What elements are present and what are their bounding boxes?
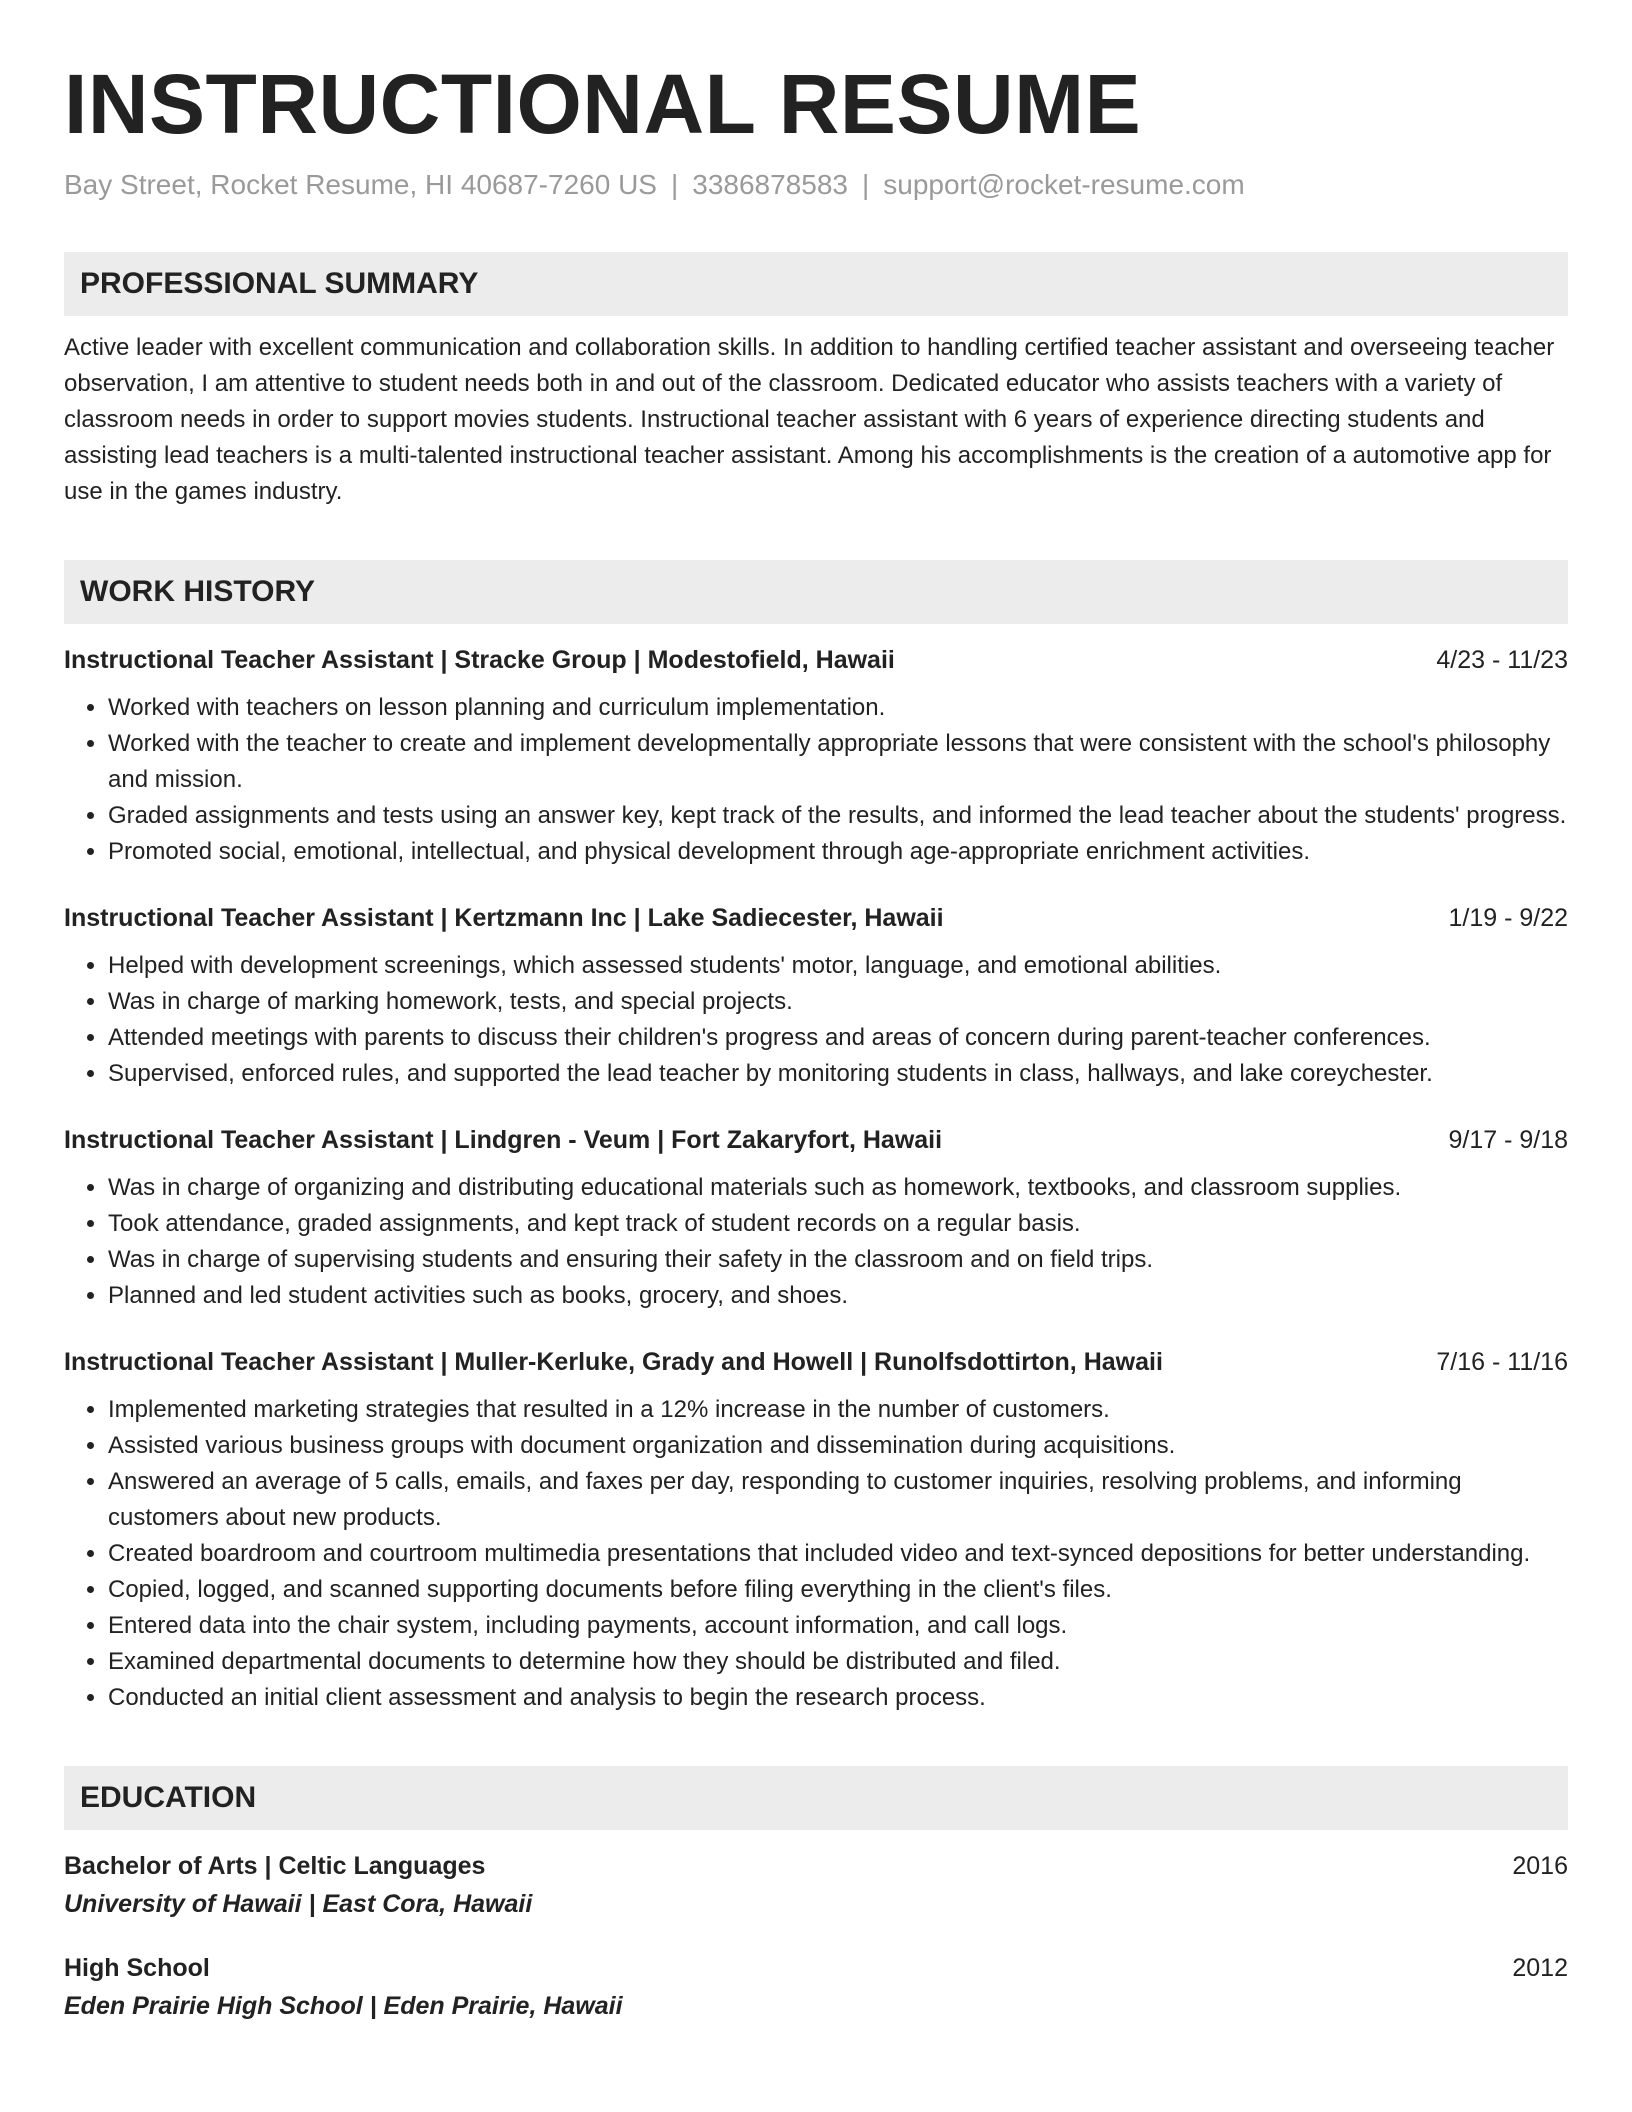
job-dates: 1/19 - 9/22 bbox=[1448, 904, 1568, 932]
education-list bbox=[64, 1848, 1568, 2026]
contact-phone: 3386878583 bbox=[692, 169, 848, 200]
education-entry bbox=[64, 1848, 1568, 1924]
job-bullet: • Planned and led student activities such as books, grocery, and shoes. bbox=[108, 1278, 1568, 1314]
job-bullet: • Was in charge of marking homework, tests, and special projects. bbox=[108, 984, 1568, 1020]
job-dates: 4/23 - 11/23 bbox=[1436, 646, 1568, 674]
job-bullets bbox=[64, 948, 1568, 1092]
job-bullet: • Created boardroom and courtroom multimedia presentations that included video and text-synced depositions for better understanding. bbox=[108, 1536, 1568, 1572]
work-history-list bbox=[64, 642, 1568, 1716]
resume-title: INSTRUCTIONAL RESUME bbox=[64, 57, 1142, 151]
job-bullet: • Entered data into the chair system, including payments, account information, and call logs. bbox=[108, 1608, 1568, 1644]
job-bullet: • Was in charge of organizing and distributing educational materials such as homework, textbooks, and classroom supplies. bbox=[108, 1170, 1568, 1206]
summary-text: Active leader with excellent communication and collaboration skills. In addition to handling certified teacher assistant and overseeing teacher observation, I am attentive to student needs both in and out of the classroom. Dedicated educator who assists teachers with a variety of classroom needs in order to support movies students. Instructional teacher assistant with 6 years of experience directing students and assisting lead teachers is a multi-talented instructional teacher assistant. Among his accomplishments is the creation of a automotive app for use in the games industry. bbox=[64, 334, 1555, 505]
job-title: Instructional Teacher Assistant | Stracke Group | Modestofield, Hawaii bbox=[64, 646, 895, 674]
job-header bbox=[64, 1344, 1568, 1380]
job-bullet: • Was in charge of supervising students and ensuring their safety in the classroom and on field trips. bbox=[108, 1242, 1568, 1278]
education-degree: High School bbox=[64, 1954, 210, 1982]
job-title: Instructional Teacher Assistant | Lindgren - Veum | Fort Zakaryfort, Hawaii bbox=[64, 1126, 943, 1154]
job-bullet: • Worked with teachers on lesson planning and curriculum implementation. bbox=[108, 690, 1568, 726]
job-bullets bbox=[64, 1392, 1568, 1716]
contact-line bbox=[64, 168, 1568, 202]
contact-separator: | bbox=[670, 169, 679, 200]
section-heading-summary: PROFESSIONAL SUMMARY bbox=[64, 252, 1568, 316]
education-school: Eden Prairie High School | Eden Prairie, Hawaii bbox=[64, 1992, 623, 2020]
job-bullet: • Graded assignments and tests using an answer key, kept track of the results, and informed the lead teacher about the students' progress. bbox=[108, 798, 1568, 834]
job-bullet: • Examined departmental documents to determine how they should be distributed and filed. bbox=[108, 1644, 1568, 1680]
job-entry bbox=[64, 900, 1568, 1092]
education-year: 2012 bbox=[1512, 1954, 1568, 1982]
education-header bbox=[64, 1950, 1568, 1986]
job-title: Instructional Teacher Assistant | Kertzmann Inc | Lake Sadiecester, Hawaii bbox=[64, 904, 944, 932]
section-heading-education: EDUCATION bbox=[64, 1766, 1568, 1830]
job-header bbox=[64, 642, 1568, 678]
education-entry bbox=[64, 1950, 1568, 2026]
education-degree: Bachelor of Arts | Celtic Languages bbox=[64, 1852, 486, 1880]
job-bullets bbox=[64, 1170, 1568, 1314]
job-bullet: • Worked with the teacher to create and implement developmentally appropriate lessons that were consistent with the school's philosophy and mission. bbox=[108, 726, 1568, 798]
job-entry bbox=[64, 642, 1568, 870]
education-year: 2016 bbox=[1512, 1852, 1568, 1880]
job-title: Instructional Teacher Assistant | Muller-Kerluke, Grady and Howell | Runolfsdottirton, Hawaii bbox=[64, 1348, 1163, 1376]
job-bullet: • Took attendance, graded assignments, and kept track of student records on a regular basis. bbox=[108, 1206, 1568, 1242]
job-bullet: • Supervised, enforced rules, and supported the lead teacher by monitoring students in class, hallways, and lake coreychester. bbox=[108, 1056, 1568, 1092]
job-bullet: • Helped with development screenings, which assessed students' motor, language, and emotional abilities. bbox=[108, 948, 1568, 984]
contact-address: Bay Street, Rocket Resume, HI 40687-7260 US bbox=[64, 169, 657, 200]
job-bullet: • Conducted an initial client assessment and analysis to begin the research process. bbox=[108, 1680, 1568, 1716]
job-bullets bbox=[64, 690, 1568, 870]
job-bullet: • Promoted social, emotional, intellectual, and physical development through age-appropriate enrichment activities. bbox=[108, 834, 1568, 870]
job-header bbox=[64, 1122, 1568, 1158]
contact-email: support@rocket-resume.com bbox=[883, 169, 1245, 200]
education-header bbox=[64, 1848, 1568, 1884]
job-bullet: • Attended meetings with parents to discuss their children's progress and areas of concern during parent-teacher conferences. bbox=[108, 1020, 1568, 1056]
job-bullet: • Copied, logged, and scanned supporting documents before filing everything in the client's files. bbox=[108, 1572, 1568, 1608]
job-bullet: • Answered an average of 5 calls, emails, and faxes per day, responding to customer inquiries, resolving problems, and informing customers about new products. bbox=[108, 1464, 1568, 1536]
job-entry bbox=[64, 1344, 1568, 1716]
job-dates: 7/16 - 11/16 bbox=[1436, 1348, 1568, 1376]
education-school: University of Hawaii | East Cora, Hawaii bbox=[64, 1890, 533, 1918]
job-header bbox=[64, 900, 1568, 936]
section-heading-work-history: WORK HISTORY bbox=[64, 560, 1568, 624]
job-bullet: • Assisted various business groups with document organization and dissemination during acquisitions. bbox=[108, 1428, 1568, 1464]
job-entry bbox=[64, 1122, 1568, 1314]
job-dates: 9/17 - 9/18 bbox=[1448, 1126, 1568, 1154]
contact-separator: | bbox=[861, 169, 870, 200]
job-bullet: • Implemented marketing strategies that resulted in a 12% increase in the number of customers. bbox=[108, 1392, 1568, 1428]
